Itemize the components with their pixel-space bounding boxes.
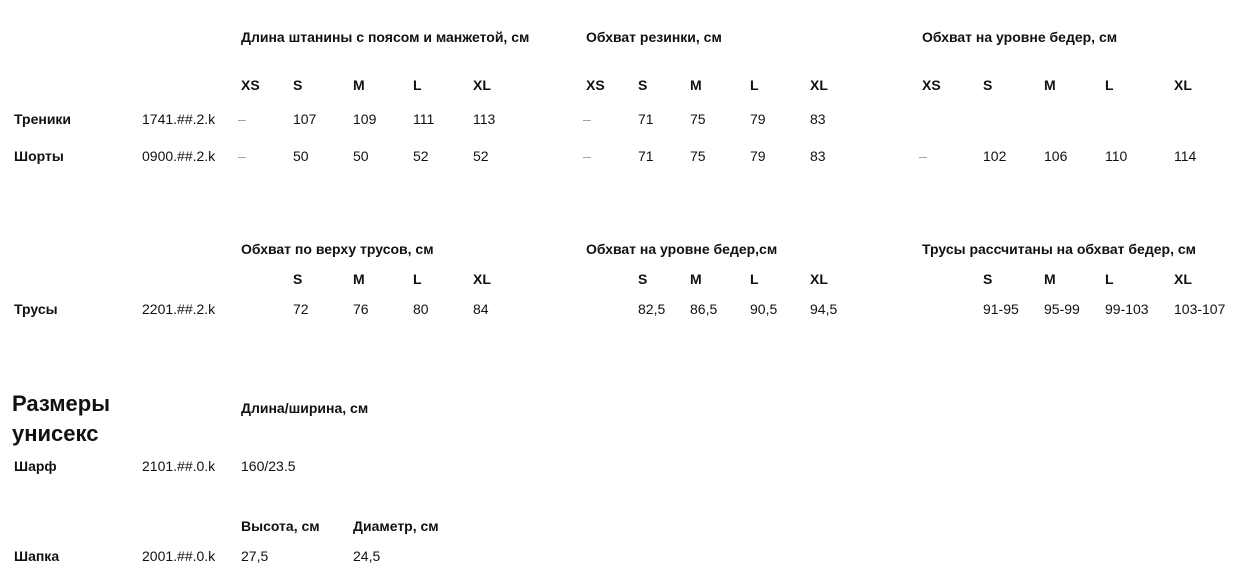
size-label: L	[413, 77, 422, 93]
value-cell: 94,5	[810, 301, 838, 317]
product-code: 1741.##.2.k	[142, 111, 216, 127]
value-cell: 111	[413, 111, 435, 127]
size-label: S	[638, 77, 648, 93]
value-cell: 160/23.5	[241, 458, 296, 474]
value-cell: 99-103	[1105, 301, 1149, 317]
size-label: S	[983, 271, 993, 287]
product-code: 2101.##.0.k	[142, 458, 216, 474]
header-briefs-fit: Трусы рассчитаны на обхват бедер, см	[922, 241, 1196, 257]
size-label: XS	[586, 77, 605, 93]
value-cell: –	[238, 111, 246, 127]
value-cell: –	[919, 148, 927, 164]
product-name: Шорты	[14, 148, 64, 164]
size-label: M	[1044, 77, 1056, 93]
size-label: L	[413, 271, 422, 287]
value-cell: 79	[750, 111, 766, 127]
size-label: M	[690, 271, 702, 287]
value-cell: 24,5	[353, 548, 381, 564]
value-cell: 27,5	[241, 548, 269, 564]
value-cell: 114	[1174, 148, 1197, 164]
size-label: M	[1044, 271, 1056, 287]
product-code: 0900.##.2.k	[142, 148, 216, 164]
value-cell: 50	[293, 148, 309, 164]
value-cell: –	[238, 148, 246, 164]
size-label: S	[638, 271, 648, 287]
size-label: S	[983, 77, 993, 93]
value-cell: 109	[353, 111, 377, 127]
value-cell: 82,5	[638, 301, 666, 317]
header-briefs-top: Обхват по верху трусов, см	[241, 241, 434, 257]
header-height: Высота, см	[241, 518, 320, 534]
value-cell: 50	[353, 148, 369, 164]
unisex-title-line2: унисекс	[12, 421, 99, 446]
product-name: Треники	[14, 111, 72, 127]
value-cell: 75	[690, 111, 706, 127]
value-cell: 79	[750, 148, 766, 164]
product-name: Трусы	[14, 301, 58, 317]
product-name: Шапка	[14, 548, 60, 564]
size-label: XL	[473, 271, 491, 287]
value-cell: 84	[473, 301, 489, 317]
value-cell: 76	[353, 301, 369, 317]
unisex-title-line1: Размеры	[12, 391, 111, 416]
value-cell: 83	[810, 148, 826, 164]
value-cell: 113	[473, 111, 496, 127]
product-name: Шарф	[14, 458, 57, 474]
value-cell: 102	[983, 148, 1007, 164]
value-cell: –	[583, 111, 591, 127]
value-cell: 71	[638, 111, 654, 127]
size-label: XL	[1174, 77, 1192, 93]
size-label: XS	[922, 77, 941, 93]
value-cell: 110	[1105, 148, 1128, 164]
size-label: S	[293, 271, 303, 287]
header-diameter: Диаметр, см	[353, 518, 439, 534]
size-label: M	[353, 77, 365, 93]
header-pants-length: Длина штанины с поясом и манжетой, см	[241, 29, 530, 45]
size-label: M	[690, 77, 702, 93]
size-label: L	[750, 271, 759, 287]
value-cell: 83	[810, 111, 826, 127]
size-label: XL	[473, 77, 491, 93]
size-label: L	[750, 77, 759, 93]
value-cell: 52	[473, 148, 489, 164]
size-label: XL	[810, 271, 828, 287]
value-cell: 86,5	[690, 301, 718, 317]
size-label: XL	[810, 77, 828, 93]
value-cell: 90,5	[750, 301, 778, 317]
value-cell: 80	[413, 301, 429, 317]
size-label: XS	[241, 77, 260, 93]
size-label: L	[1105, 271, 1114, 287]
value-cell: 91-95	[983, 301, 1019, 317]
header-length-width: Длина/ширина, см	[241, 400, 369, 416]
value-cell: 103-107	[1174, 301, 1226, 317]
size-label: XL	[1174, 271, 1192, 287]
size-label: M	[353, 271, 365, 287]
header-hip-circumference-2: Обхват на уровне бедер,см	[586, 241, 778, 257]
value-cell: 72	[293, 301, 309, 317]
size-label: L	[1105, 77, 1114, 93]
value-cell: 71	[638, 148, 654, 164]
value-cell: 107	[293, 111, 317, 127]
value-cell: 75	[690, 148, 706, 164]
product-code: 2201.##.2.k	[142, 301, 216, 317]
value-cell: 95-99	[1044, 301, 1080, 317]
product-code: 2001.##.0.k	[142, 548, 216, 564]
value-cell: –	[583, 148, 591, 164]
header-hip-circumference: Обхват на уровне бедер, см	[922, 29, 1118, 45]
value-cell: 106	[1044, 148, 1068, 164]
size-label: S	[293, 77, 303, 93]
header-waistband: Обхват резинки, см	[586, 29, 722, 45]
unisex-title	[12, 389, 110, 449]
value-cell: 52	[413, 148, 429, 164]
